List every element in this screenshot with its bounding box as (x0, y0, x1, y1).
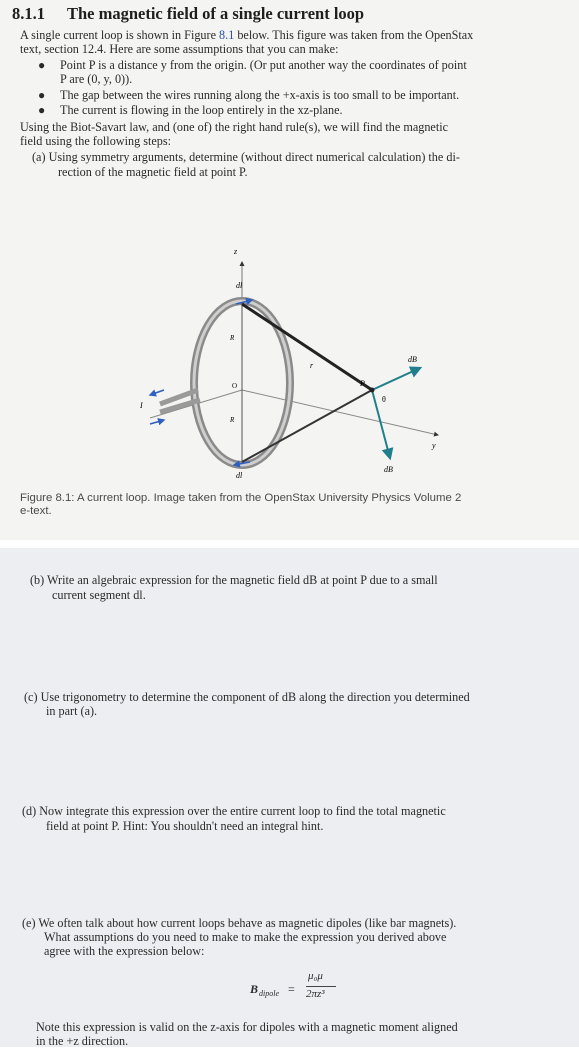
part-d-line-2: field at point P. Hint: You shouldn't need an integral hint. (46, 819, 324, 833)
current-arrow-icon (150, 420, 164, 424)
formula-lhs: B (250, 982, 259, 996)
r-vector-top (242, 304, 372, 390)
label-r: r (310, 361, 314, 370)
dipole-formula (250, 968, 370, 1008)
label-radius-top: R (230, 334, 235, 342)
label-db-top: dB (408, 355, 417, 364)
label-p: P (360, 379, 365, 388)
label-dl-bottom: dl (236, 471, 243, 480)
method-line-1: Using the Biot-Savart law, and (one of) the right hand rule(s), we will find the magnetic (20, 120, 449, 134)
formula-numerator: μ₀μ (308, 970, 323, 982)
part-d-line-1: (d) Now integrate this expression over the entire current loop to find the total magnetic (22, 804, 446, 818)
label-theta: θ (382, 395, 386, 404)
method-line-2: field using the following steps: (20, 134, 171, 148)
part-e-line-3: agree with the expression below: (44, 944, 205, 958)
current-arrow-icon (150, 390, 164, 395)
label-radius-bottom: R (230, 416, 235, 424)
part-c-line-2: in part (a). (46, 704, 98, 718)
part-a-line-2: rection of the magnetic field at point P. (58, 165, 248, 179)
part-c-line-1: (c) Use trigonometry to determine the component of dB along the direction you determined (24, 690, 470, 704)
r-vector-bottom (242, 390, 372, 462)
fraction-bar (306, 986, 336, 987)
page-gap (0, 540, 579, 548)
current-loop-figure (120, 240, 450, 480)
label-dl-top: dl (236, 281, 243, 290)
part-b-line-1: (b) Write an algebraic expression for the magnetic field dB at point P due to a small (30, 573, 438, 587)
assumption-1-line-1: Point P is a distance y from the origin. (Or put another way the coordinates of point (60, 58, 467, 72)
assumption-3: The current is flowing in the loop entirely in the xz-plane. (60, 103, 343, 117)
figure-caption-line-2: e-text. (20, 505, 52, 517)
figure-caption-line-1: Figure 8.1: A current loop. Image taken from the OpenStax University Physics Volume 2 (20, 492, 462, 504)
section-number: 8.1.1 (12, 4, 45, 23)
label-current: I (140, 401, 143, 410)
db-arrow-top-icon (372, 368, 420, 390)
db-arrow-bottom-icon (372, 390, 390, 458)
intro-line-2: text, section 12.4. Here are some assumptions that you can make: (20, 42, 339, 56)
bullet-icon: ● (38, 58, 46, 72)
bullet-icon: ● (38, 88, 46, 102)
formula-lhs-subscript: dipole (259, 989, 279, 998)
intro-text: A single current loop is shown in Figure (20, 28, 220, 42)
figure-ref-link[interactable]: 8.1 (219, 28, 235, 42)
intro-text-cont: below. This figure was taken from the OpenStax (234, 28, 474, 42)
part-e-line-2: What assumptions do you need to make to make the expression you derived above (44, 930, 447, 944)
note-line-2: in the +z direction. (36, 1034, 129, 1048)
part-e-line-1: (e) We often talk about how current loops behave as magnetic dipoles (like bar magnets). (22, 916, 457, 930)
intro-line-1 (20, 28, 473, 42)
bullet-icon: ● (38, 103, 46, 117)
y-axis (242, 390, 438, 435)
formula-denominator: 2πz³ (306, 988, 325, 1000)
assumption-1-line-2: P are (0, y, 0)). (60, 72, 133, 86)
point-p-marker (370, 388, 375, 393)
part-b-line-2: current segment dl. (52, 588, 146, 602)
section-heading (12, 4, 364, 24)
section-title: The magnetic field of a single current loop (66, 4, 365, 23)
note-line-1: Note this expression is valid on the z-axis for dipoles with a magnetic moment aligned (36, 1020, 458, 1034)
formula-equals: = (288, 982, 295, 996)
label-db-bottom: dB (384, 465, 393, 474)
label-y: y (432, 441, 436, 450)
assumption-2: The gap between the wires running along the +x-axis is too small to be important. (60, 88, 460, 102)
label-z: z (234, 247, 238, 256)
label-origin: O (232, 382, 238, 390)
part-a-line-1: (a) Using symmetry arguments, determine (without direct numerical calculation) the di- (32, 150, 460, 164)
